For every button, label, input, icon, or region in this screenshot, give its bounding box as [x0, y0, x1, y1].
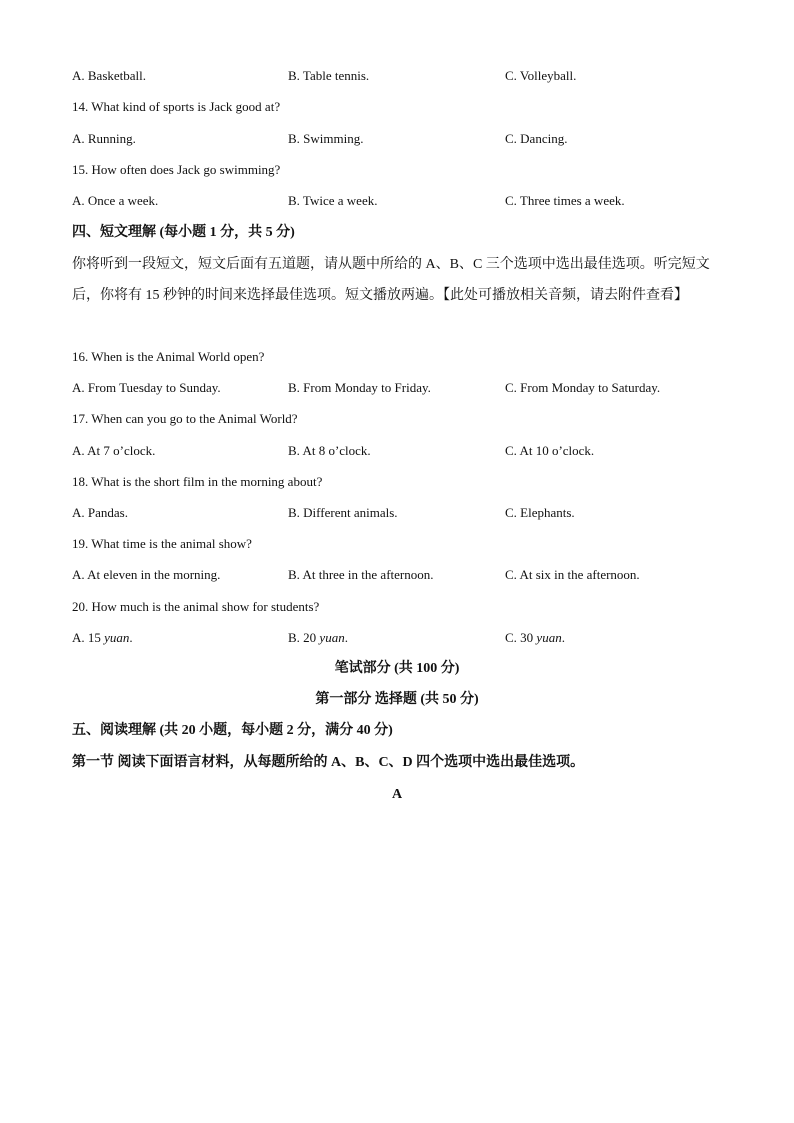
- q14-options: [72, 131, 722, 147]
- q18-option-c: C. Elephants.: [505, 505, 575, 520]
- q19-options: [72, 567, 722, 583]
- section4-instruction-line1: 你将听到一段短文，短文后面有五道题，请从题中所给的 A、B、C 三个选项中选出最佳选项。听完短文: [72, 257, 710, 272]
- q20-option-a: [72, 630, 133, 646]
- q16-options: [72, 380, 722, 396]
- passage-label: A: [391, 787, 403, 802]
- q16-option-b: B. From Monday to Friday.: [288, 380, 431, 395]
- q20-option-c-amount: C. 30: [505, 630, 537, 645]
- q14-option-a: A. Running.: [72, 131, 136, 146]
- q19-option-a: A. At eleven in the morning.: [72, 567, 221, 582]
- q20-option-a-period: .: [129, 630, 133, 645]
- q15-option-a: A. Once a week.: [72, 193, 159, 208]
- section5-heading: 五、阅读理解 (共 20 小题，每小题 2 分，满分 40 分): [72, 723, 393, 738]
- q17-option-a: A. At 7 o’clock.: [72, 443, 156, 458]
- q14-option-c: C. Dancing.: [505, 131, 568, 146]
- q13-option-b: B. Table tennis.: [288, 68, 370, 83]
- q18-option-a: A. Pandas.: [72, 505, 128, 520]
- q13-option-c: C. Volleyball.: [505, 68, 577, 83]
- q19-option-c: C. At six in the afternoon.: [505, 567, 640, 582]
- section5-subheading: 第一节 阅读下面语言材料，从每题所给的 A、B、C、D 四个选项中选出最佳选项。: [72, 755, 585, 770]
- q14-option-b: B. Swimming.: [288, 131, 364, 146]
- written-part-title: 笔试部分 (共 100 分): [334, 661, 460, 676]
- q20-option-b-period: .: [344, 630, 348, 645]
- part-one-title: 第一部分 选择题 (共 50 分): [315, 692, 479, 707]
- q15-question: 15. How often does Jack go swimming?: [72, 162, 281, 177]
- q20-options: [72, 630, 722, 646]
- q15-option-b: B. Twice a week.: [288, 193, 378, 208]
- q16-option-a: A. From Tuesday to Sunday.: [72, 380, 221, 395]
- q16-question: 16. When is the Animal World open?: [72, 349, 265, 364]
- q13-option-a: A. Basketball.: [72, 68, 147, 83]
- q20-option-b-unit: yuan: [319, 630, 345, 645]
- q17-option-b: B. At 8 o’clock.: [288, 443, 371, 458]
- q20-option-c-unit: yuan: [536, 630, 562, 645]
- q13-options: [72, 68, 722, 84]
- q17-options: [72, 443, 722, 459]
- q18-option-b: B. Different animals.: [288, 505, 398, 520]
- q15-options: [72, 193, 722, 209]
- q20-option-c-period: .: [561, 630, 565, 645]
- q18-options: [72, 505, 722, 521]
- q20-option-b-amount: B. 20: [288, 630, 320, 645]
- q19-question: 19. What time is the animal show?: [72, 536, 252, 551]
- q16-option-c: C. From Monday to Saturday.: [505, 380, 661, 395]
- q17-question: 17. When can you go to the Animal World?: [72, 411, 298, 426]
- q20-option-a-unit: yuan: [104, 630, 130, 645]
- q15-option-c: C. Three times a week.: [505, 193, 625, 208]
- q20-question: 20. How much is the animal show for students?: [72, 599, 320, 614]
- section4-heading: 四、短文理解 (每小题 1 分，共 5 分): [72, 225, 295, 240]
- section4-instruction-line2: 后，你将有 15 秒钟的时间来选择最佳选项。短文播放两遍。【此处可播放相关音频，请去附件查看】: [72, 288, 688, 303]
- q20-option-c: [505, 630, 565, 646]
- q20-option-b: [288, 630, 348, 646]
- q18-question: 18. What is the short film in the morning about?: [72, 474, 323, 489]
- q17-option-c: C. At 10 o’clock.: [505, 443, 595, 458]
- q14-question: 14. What kind of sports is Jack good at?: [72, 99, 281, 114]
- q19-option-b: B. At three in the afternoon.: [288, 567, 434, 582]
- q20-option-a-amount: A. 15: [72, 630, 105, 645]
